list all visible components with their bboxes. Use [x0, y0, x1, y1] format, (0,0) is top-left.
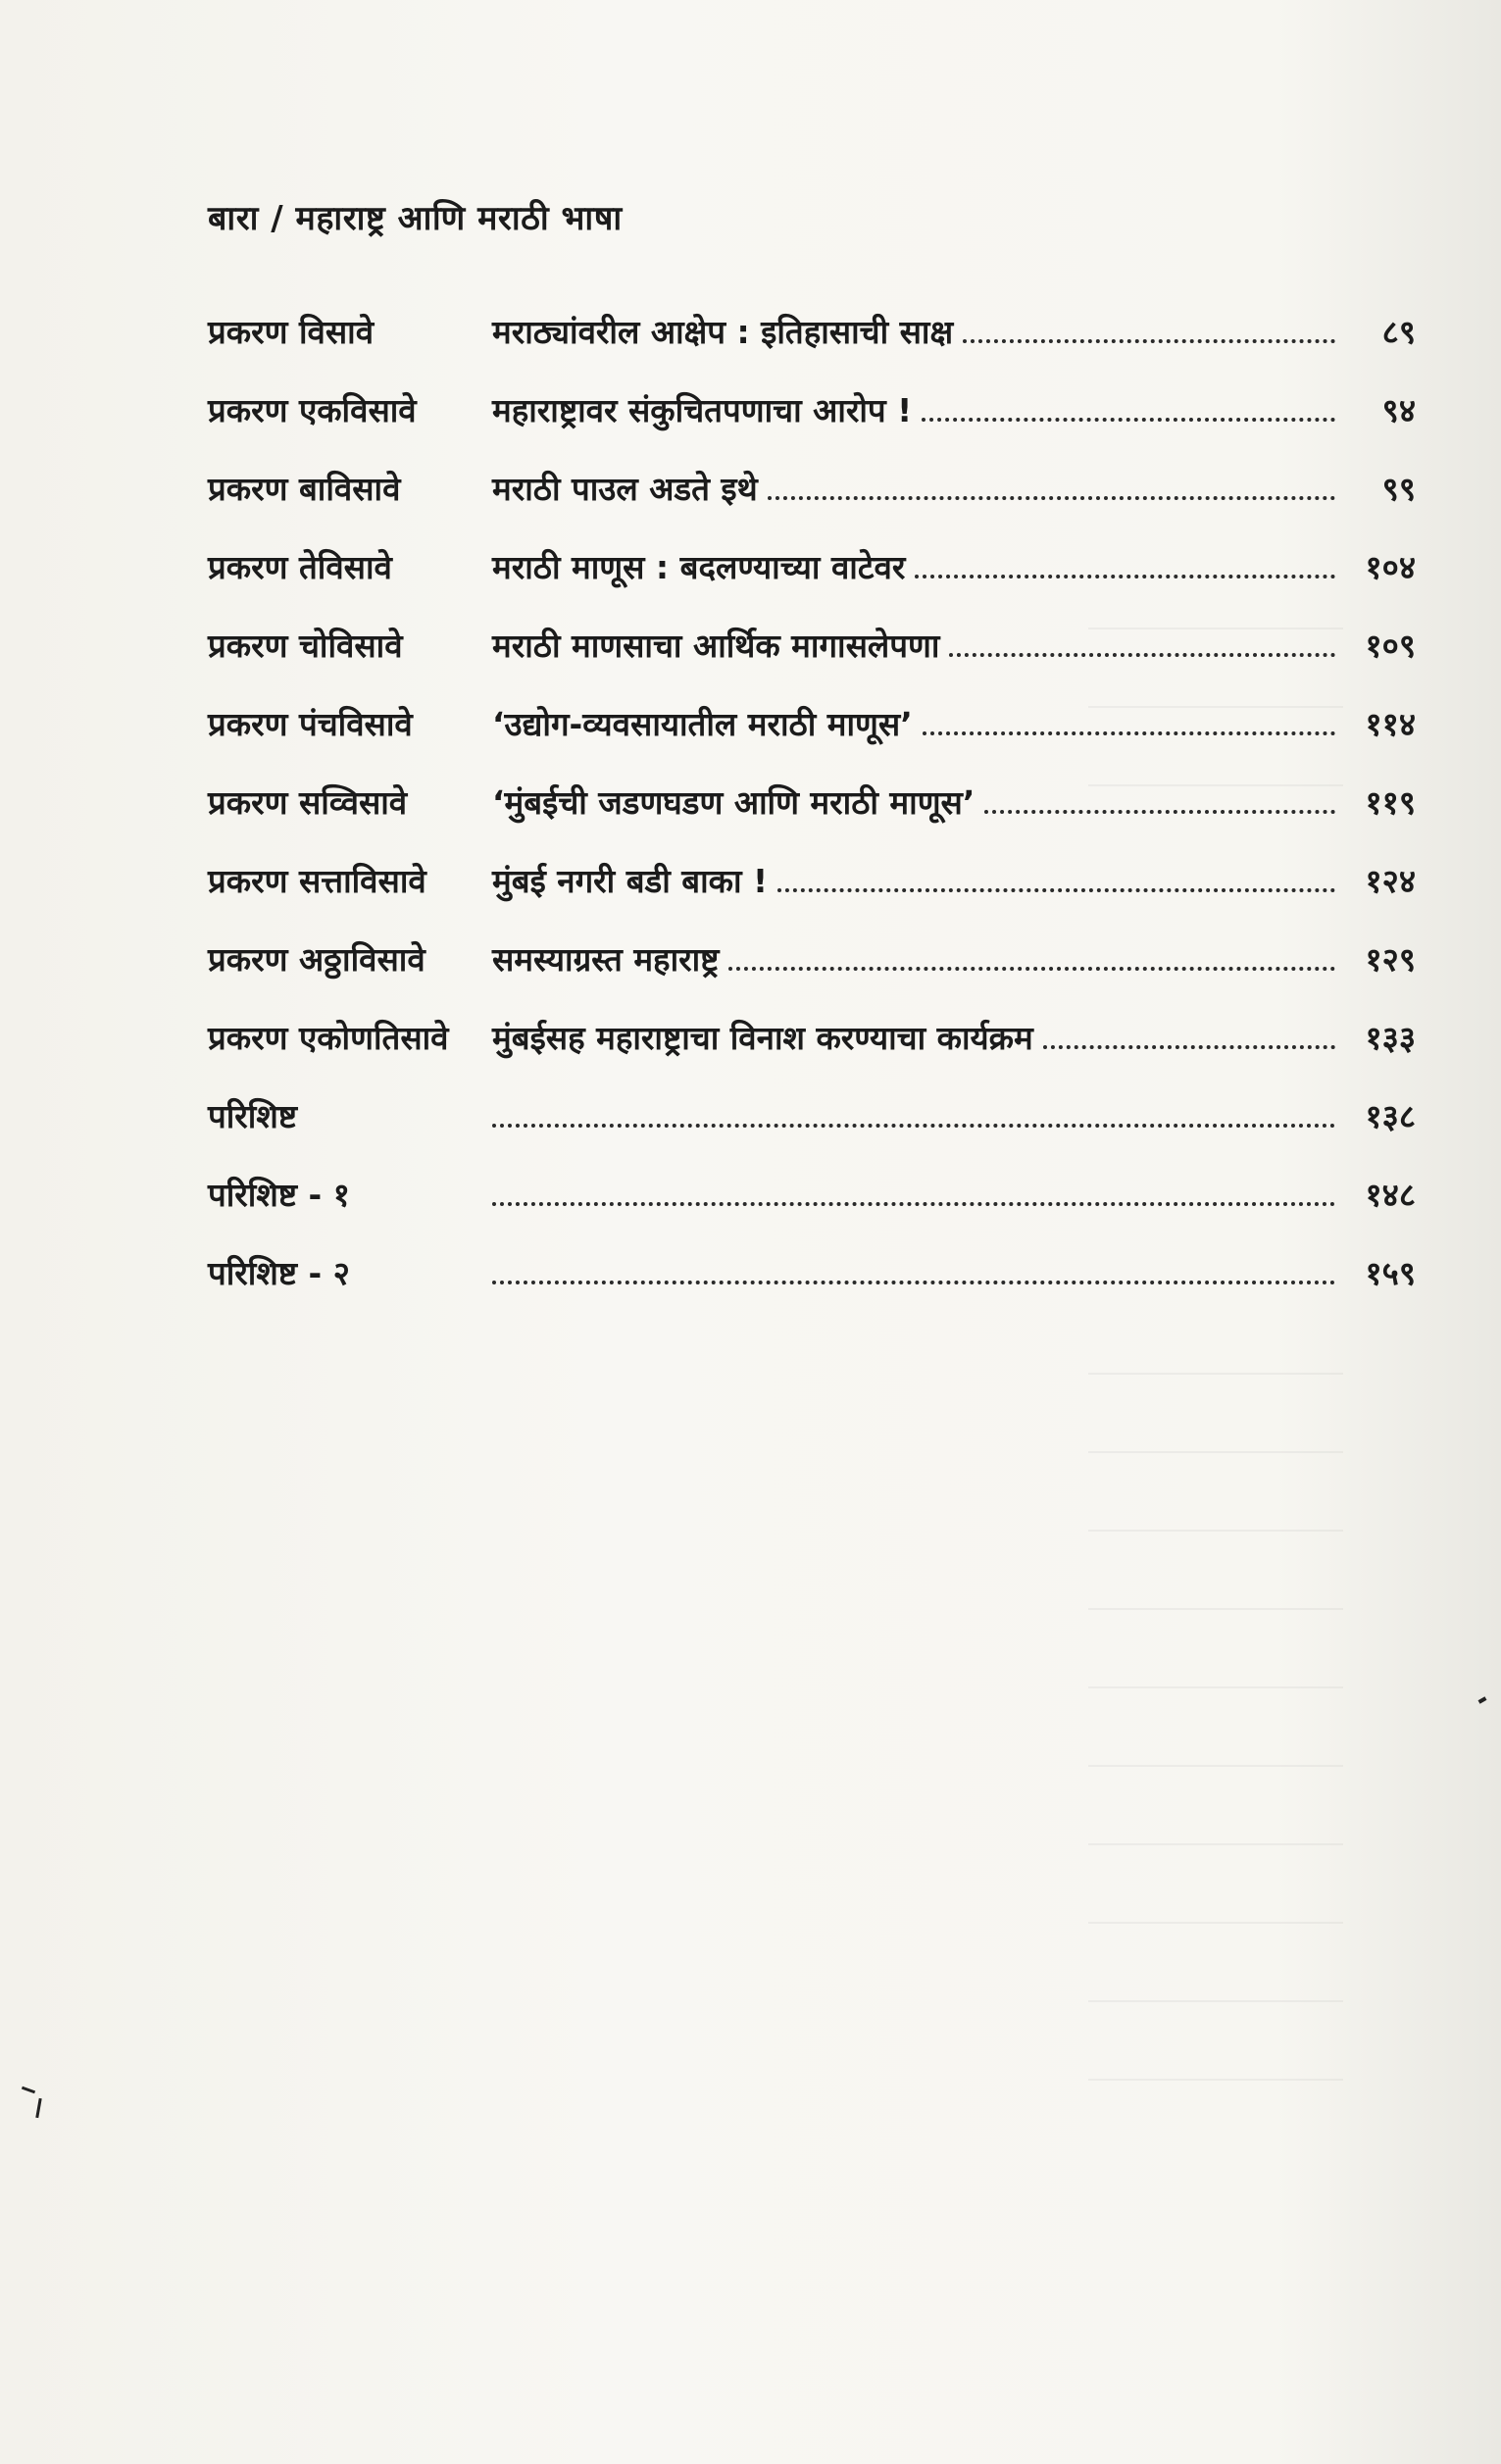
toc-chapter-label: प्रकरण अठ्ठाविसावे [208, 940, 425, 979]
toc-dot-leader [923, 731, 1335, 735]
toc-row [208, 1015, 1416, 1093]
toc-row [208, 623, 1416, 701]
toc-row [208, 387, 1416, 466]
ghost-line [1088, 1843, 1343, 1845]
toc-dot-leader [492, 1124, 1335, 1128]
toc-chapter-title: मुंबईसह महाराष्ट्राचा विनाश करण्याचा कार्यक्रम [492, 1019, 1033, 1057]
toc-dot-leader [922, 418, 1335, 422]
toc-dot-leader [984, 810, 1335, 814]
toc-chapter-label: प्रकरण सत्ताविसावे [208, 862, 426, 900]
toc-chapter-title: मुंबई नगरी बडी बाका ! [492, 862, 769, 900]
toc-dot-leader [728, 967, 1335, 971]
toc-page-number: १०४ [1365, 548, 1416, 586]
toc-dot-leader [915, 575, 1335, 578]
toc-chapter-title: समस्याग्रस्त महाराष्ट्र [492, 940, 720, 979]
ink-speck [1478, 1696, 1487, 1703]
running-header: बारा / महाराष्ट्र आणि मराठी भाषा [208, 199, 623, 238]
toc-chapter-title: मराठी माणूस : बदलण्याच्या वाटेवर [492, 548, 906, 586]
toc-page-number: १३८ [1365, 1097, 1416, 1135]
toc-page-number: ११९ [1365, 783, 1416, 822]
toc-chapter-label: प्रकरण विसावे [208, 313, 375, 351]
toc-page-number: ११४ [1365, 705, 1416, 743]
ghost-line [1088, 1373, 1343, 1375]
toc-page-number: १२४ [1365, 862, 1416, 900]
toc-row [208, 1093, 1416, 1172]
ghost-line [1088, 2079, 1343, 2081]
ghost-line [1088, 1922, 1343, 1924]
toc-chapter-label: प्रकरण चोविसावे [208, 627, 403, 665]
toc-row [208, 1250, 1416, 1329]
toc-dot-leader [492, 1281, 1335, 1284]
toc-chapter-label: प्रकरण बाविसावे [208, 470, 401, 508]
toc-row [208, 1172, 1416, 1250]
toc-appendix-label: परिशिष्ट [208, 1097, 298, 1135]
toc-row [208, 858, 1416, 936]
toc-row [208, 701, 1416, 779]
toc-row [208, 309, 1416, 387]
ink-speck [35, 2098, 41, 2118]
toc-chapter-label: प्रकरण एकविसावे [208, 391, 417, 429]
toc-dot-leader [1043, 1045, 1335, 1049]
toc-chapter-label: प्रकरण पंचविसावे [208, 705, 413, 743]
toc-chapter-title: मराठी माणसाचा आर्थिक मागासलेपणा [492, 627, 940, 665]
ghost-line [1088, 2000, 1343, 2002]
toc-chapter-title: मराठ्यांवरील आक्षेप : इतिहासाची साक्ष [492, 313, 954, 351]
toc-dot-leader [777, 888, 1335, 892]
toc-dot-leader [949, 653, 1335, 657]
toc-page-number: ९९ [1381, 470, 1416, 508]
toc-chapter-title: ‘मुंबईची जडणघडण आणि मराठी माणूस’ [492, 783, 976, 822]
toc-page-number: ८९ [1381, 313, 1416, 351]
toc-dot-leader [492, 1202, 1335, 1206]
toc-row [208, 466, 1416, 544]
toc-page-number: १४८ [1365, 1176, 1416, 1214]
toc-page-number: १२९ [1365, 940, 1416, 979]
ghost-line [1088, 1686, 1343, 1688]
toc-chapter-title: ‘उद्योग-व्यवसायातील मराठी माणूस’ [492, 705, 913, 743]
toc-appendix-label: परिशिष्ट - २ [208, 1254, 350, 1292]
toc-appendix-label: परिशिष्ट - १ [208, 1176, 350, 1214]
table-of-contents [208, 309, 1416, 1329]
toc-page-number: १३३ [1365, 1019, 1416, 1057]
toc-chapter-label: प्रकरण सव्विसावे [208, 783, 408, 822]
toc-chapter-label: प्रकरण एकोणतिसावे [208, 1019, 449, 1057]
toc-page-number: १०९ [1365, 627, 1416, 665]
toc-chapter-label: प्रकरण तेविसावे [208, 548, 392, 586]
ink-speck [22, 2087, 35, 2094]
toc-page-number: ९४ [1381, 391, 1416, 429]
toc-row [208, 936, 1416, 1015]
ghost-line [1088, 1451, 1343, 1453]
ghost-line [1088, 1765, 1343, 1767]
ghost-line [1088, 1608, 1343, 1610]
ghost-line [1088, 1530, 1343, 1532]
toc-chapter-title: महाराष्ट्रावर संकुचितपणाचा आरोप ! [492, 391, 913, 429]
toc-dot-leader [963, 339, 1335, 343]
toc-row [208, 779, 1416, 858]
toc-chapter-title: मराठी पाउल अडते इथे [492, 470, 758, 508]
toc-page-number: १५९ [1365, 1254, 1416, 1292]
toc-row [208, 544, 1416, 623]
toc-dot-leader [768, 496, 1335, 500]
